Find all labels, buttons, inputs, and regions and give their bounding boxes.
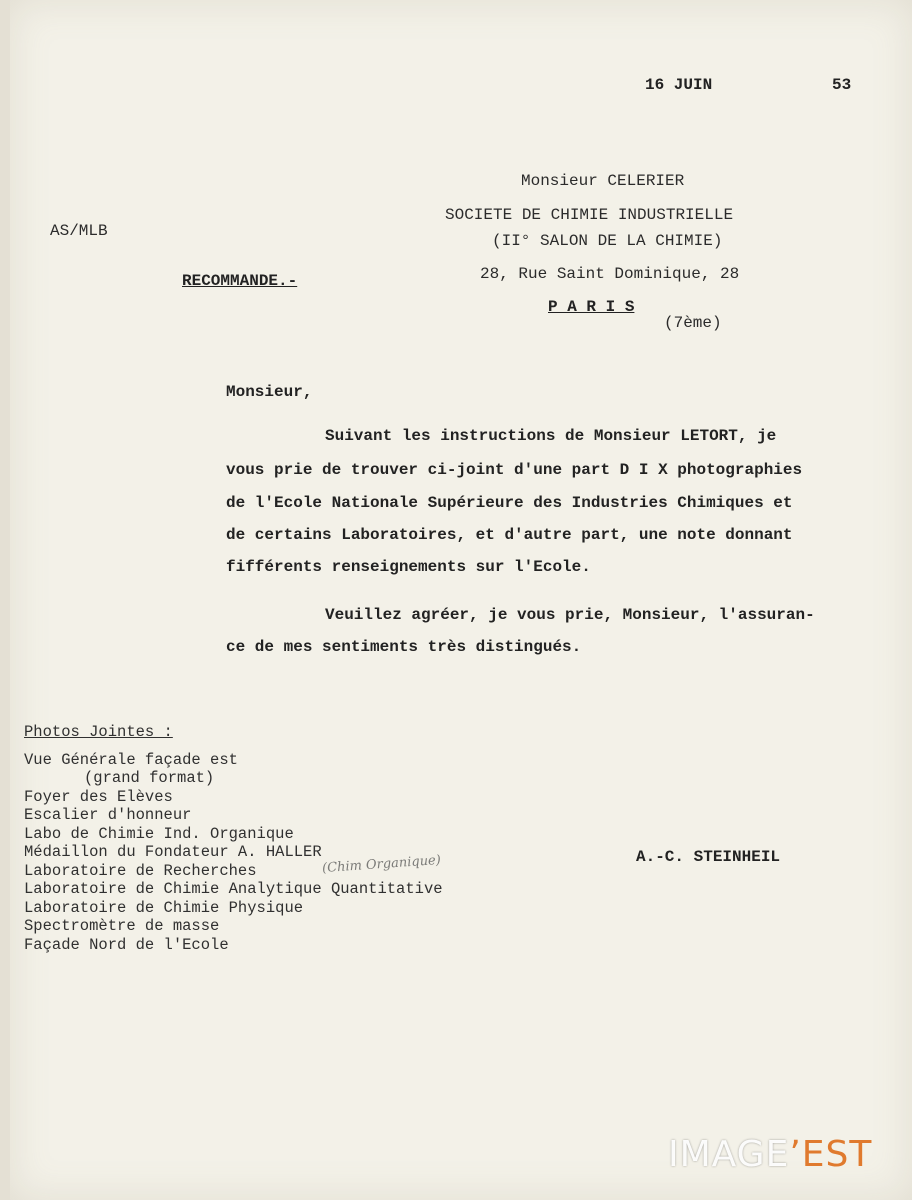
attachment-item: Escalier d'honneur bbox=[24, 806, 192, 824]
signature: A.-C. STEINHEIL bbox=[636, 848, 781, 866]
closing-line: ce de mes sentiments très distingués. bbox=[226, 638, 582, 656]
recipient-district: (7ème) bbox=[664, 314, 722, 332]
attachment-item: Médaillon du Fondateur A. HALLER bbox=[24, 843, 322, 861]
recipient-city: P A R I S bbox=[548, 298, 635, 316]
attachment-item: Laboratoire de Chimie Physique bbox=[24, 899, 304, 917]
attachment-item: Façade Nord de l'Ecole bbox=[24, 936, 229, 954]
watermark-accent-mark: ’ bbox=[789, 1134, 802, 1175]
recipient-event: (II° SALON DE LA CHIMIE) bbox=[492, 232, 723, 250]
body-line: de l'Ecole Nationale Supérieure des Industries Chimiques et bbox=[226, 494, 793, 512]
body-line: Suivant les instructions de Monsieur LETORT, je bbox=[325, 427, 777, 445]
letter-sheet bbox=[10, 0, 912, 1200]
body-line: vous prie de trouver ci-joint d'une part D I X photographies bbox=[226, 461, 803, 479]
reference-code: AS/MLB bbox=[50, 222, 108, 240]
attachment-item: Spectromètre de masse bbox=[24, 917, 220, 935]
watermark-logo bbox=[668, 1134, 872, 1175]
attachment-item: (grand format) bbox=[84, 769, 215, 787]
page-number: 53 bbox=[832, 76, 852, 94]
body-line: de certains Laboratoires, et d'autre part, une note donnant bbox=[226, 526, 793, 544]
attachment-item: Vue Générale façade est bbox=[24, 751, 238, 769]
salutation: Monsieur, bbox=[226, 383, 313, 401]
attachment-item: Laboratoire de Recherches bbox=[24, 862, 257, 880]
body-line: fifférents renseignements sur l'Ecole. bbox=[226, 558, 591, 576]
letter-date: 16 JUIN bbox=[645, 76, 713, 94]
watermark-text: IMAGE bbox=[668, 1134, 790, 1175]
recipient-name: Monsieur CELERIER bbox=[521, 172, 685, 190]
registered-mail-label: RECOMMANDE.- bbox=[182, 272, 298, 290]
watermark-text-accent: EST bbox=[801, 1134, 873, 1175]
closing-line: Veuillez agréer, je vous prie, Monsieur, l'assuran- bbox=[325, 606, 815, 624]
attachment-item: Foyer des Elèves bbox=[24, 788, 173, 806]
handwritten-note: (Chim Organique) bbox=[321, 852, 442, 877]
recipient-organization: SOCIETE DE CHIMIE INDUSTRIELLE bbox=[445, 206, 734, 224]
attachment-item: Laboratoire de Chimie Analytique Quantitative bbox=[24, 880, 443, 898]
attachment-item: Labo de Chimie Ind. Organique bbox=[24, 825, 294, 843]
attachments-heading: Photos Jointes : bbox=[24, 723, 173, 741]
recipient-street: 28, Rue Saint Dominique, 28 bbox=[480, 265, 740, 283]
